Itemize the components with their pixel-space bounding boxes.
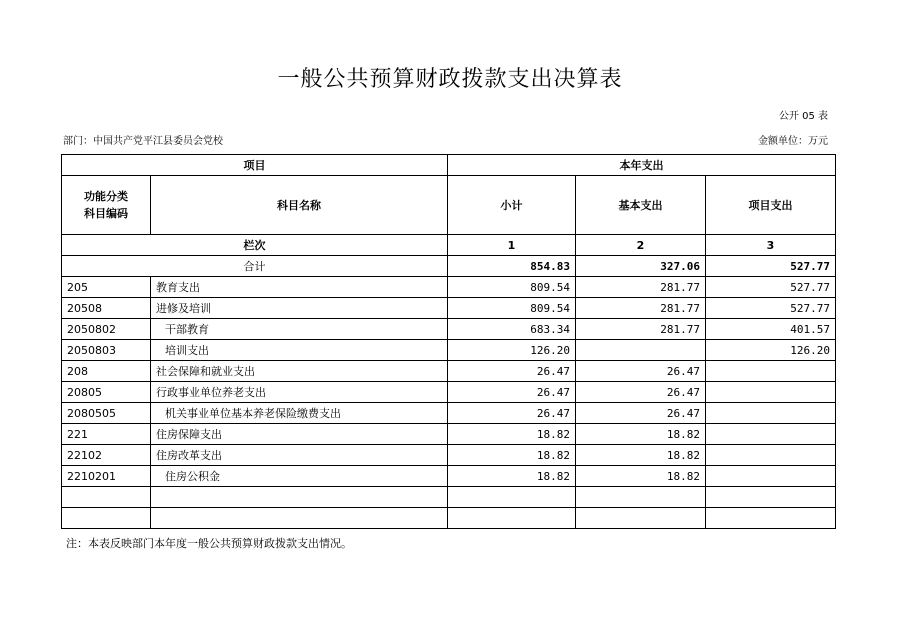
header-project: 项目支出 (706, 176, 836, 235)
row-code: 22102 (62, 445, 151, 466)
table-row (62, 466, 836, 487)
col-index-2: 2 (576, 235, 706, 256)
row-basic: 18.82 (576, 424, 706, 445)
total-label: 合计 (62, 256, 448, 277)
row-code: 2050802 (62, 319, 151, 340)
row-name: 培训支出 (151, 340, 448, 361)
row-basic: 281.77 (576, 277, 706, 298)
row-name: 进修及培训 (151, 298, 448, 319)
header-subtotal: 小计 (448, 176, 576, 235)
empty-row (62, 487, 836, 508)
row-code: 2210201 (62, 466, 151, 487)
table-row (62, 277, 836, 298)
row-subtotal: 26.47 (448, 361, 576, 382)
row-project: 527.77 (706, 298, 836, 319)
row-code: 2050803 (62, 340, 151, 361)
column-order-row (62, 235, 836, 256)
table-row (62, 340, 836, 361)
row-name: 住房保障支出 (151, 424, 448, 445)
table-row (62, 361, 836, 382)
row-name: 行政事业单位养老支出 (151, 382, 448, 403)
row-name: 住房改革支出 (151, 445, 448, 466)
empty-row (62, 508, 836, 529)
header-code (62, 176, 151, 235)
department-label: 部门：中国共产党平江县委员会党校 (63, 136, 223, 147)
row-code: 205 (62, 277, 151, 298)
row-subtotal: 26.47 (448, 382, 576, 403)
header-row-1 (62, 155, 836, 176)
row-code: 208 (62, 361, 151, 382)
row-subtotal: 18.82 (448, 466, 576, 487)
unit-label: 金额单位：万元 (758, 136, 828, 147)
row-project: 401.57 (706, 319, 836, 340)
row-subtotal: 809.54 (448, 298, 576, 319)
row-basic: 26.47 (576, 382, 706, 403)
row-code: 2080505 (62, 403, 151, 424)
form-number: 公开 05 表 (778, 111, 828, 122)
row-subtotal: 126.20 (448, 340, 576, 361)
header-items: 项目 (62, 155, 448, 176)
table-row (62, 382, 836, 403)
row-name: 社会保障和就业支出 (151, 361, 448, 382)
row-basic (576, 340, 706, 361)
row-code: 221 (62, 424, 151, 445)
budget-table (61, 154, 836, 529)
row-code: 20508 (62, 298, 151, 319)
table-row (62, 424, 836, 445)
table-row (62, 445, 836, 466)
row-subtotal: 26.47 (448, 403, 576, 424)
total-project: 527.77 (706, 256, 836, 277)
row-subtotal: 683.34 (448, 319, 576, 340)
row-basic: 26.47 (576, 361, 706, 382)
row-basic: 26.47 (576, 403, 706, 424)
row-basic: 281.77 (576, 319, 706, 340)
row-basic: 281.77 (576, 298, 706, 319)
col-index-1: 1 (448, 235, 576, 256)
row-name: 教育支出 (151, 277, 448, 298)
total-basic: 327.06 (576, 256, 706, 277)
row-subtotal: 18.82 (448, 424, 576, 445)
total-row (62, 256, 836, 277)
row-subtotal: 809.54 (448, 277, 576, 298)
page-title: 一般公共预算财政拨款支出决算表 (277, 67, 623, 92)
table-row (62, 319, 836, 340)
header-code-line1: 功能分类 (84, 190, 128, 203)
row-name: 机关事业单位基本养老保险缴费支出 (151, 403, 448, 424)
table-row (62, 403, 836, 424)
row-basic: 18.82 (576, 445, 706, 466)
header-basic: 基本支出 (576, 176, 706, 235)
row-basic: 18.82 (576, 466, 706, 487)
row-project (706, 466, 836, 487)
row-project: 527.77 (706, 277, 836, 298)
row-project: 126.20 (706, 340, 836, 361)
row-project (706, 403, 836, 424)
column-order-label: 栏次 (62, 235, 448, 256)
header-code-line2: 科目编码 (84, 207, 128, 220)
row-project (706, 382, 836, 403)
header-row-2 (62, 176, 836, 235)
total-subtotal: 854.83 (448, 256, 576, 277)
row-subtotal: 18.82 (448, 445, 576, 466)
row-project (706, 445, 836, 466)
table-row (62, 298, 836, 319)
header-year-expense: 本年支出 (448, 155, 836, 176)
row-project (706, 424, 836, 445)
row-project (706, 361, 836, 382)
row-code: 20805 (62, 382, 151, 403)
header-subject-name: 科目名称 (151, 176, 448, 235)
footnote: 注：本表反映部门本年度一般公共预算财政拨款支出情况。 (66, 537, 352, 550)
col-index-3: 3 (706, 235, 836, 256)
row-name: 干部教育 (151, 319, 448, 340)
row-name: 住房公积金 (151, 466, 448, 487)
